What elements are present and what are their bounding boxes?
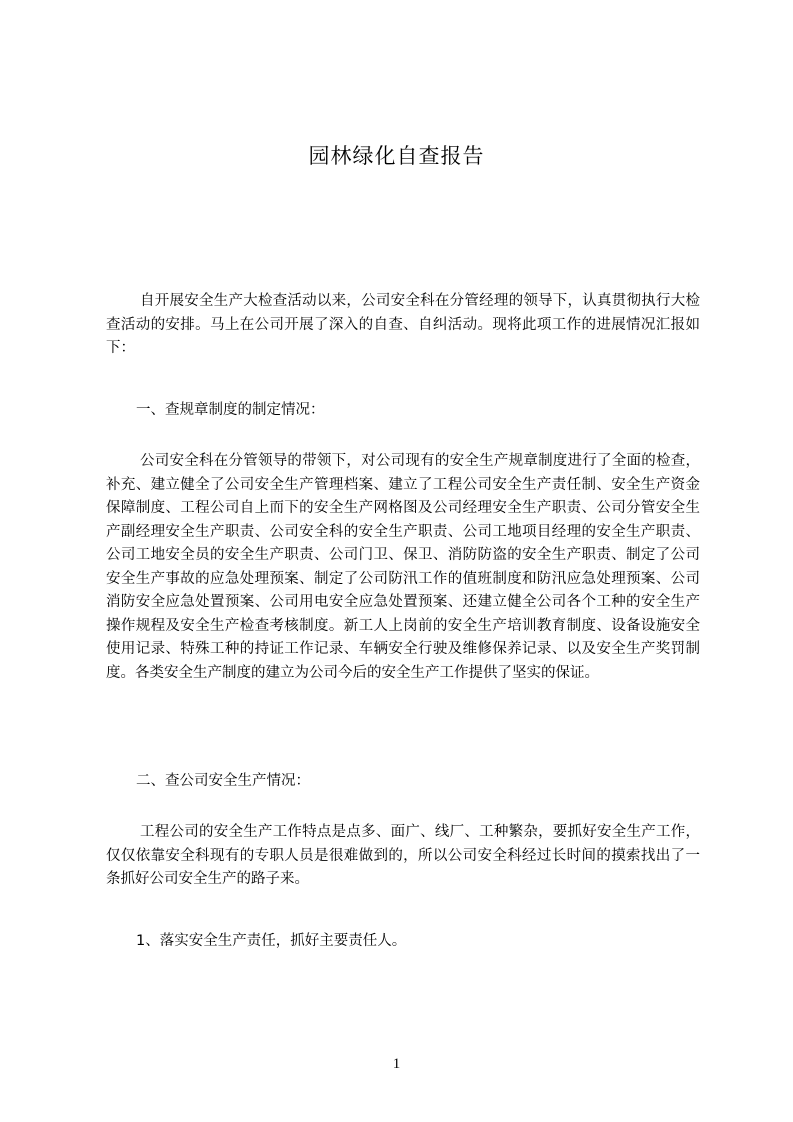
paragraph-regulations: 公司安全科在分管领导的带领下，对公司现有的安全生产规章制度进行了全面的检查，补充、建立健全了公司安全生产管理档案、建立了工程公司安全生产责任制、安全生产资金保障制度、工程公司自上而下的安全生产网格图及公司经理安全生产职责、公司分管安全生产副经理安全生产职责、公司安全科的安全生产职责、公司工地项目经理的安全生产职责、公司工地安全员的安全生产职责、公司门卫、保卫、消防防盗的安全生产职责、制定了公司安全生产事故的应急处理预案、制定了公司防汛工作的值班制度和防汛应急处理预案、公司消防安全应急处置预案、公司用电安全应急处置预案、还建立健全公司各个工种的安全生产操作规程及安全生产检查考核制度。新工人上岗前的安全生产培训教育制度、设备设施安全使用记录、特殊工种的持证工作记录、车辆安全行驶及维修保养记录、以及安全生产奖罚制度。各类安全生产制度的建立为公司今后的安全生产工作提供了坚实的保证。: [106, 453, 700, 681]
document-title: 园林绿化自查报告: [308, 144, 485, 168]
paragraph-intro: 自开展安全生产大检查活动以来，公司安全科在分管经理的领导下，认真贯彻执行大检查活动的安排。马上在公司开展了深入的自查、自纠活动。现将此项工作的进展情况汇报如下：: [106, 293, 700, 356]
section-heading-safety-production: 二、查公司安全生产情况：: [136, 773, 310, 789]
paragraph-safety-production: 工程公司的安全生产工作特点是点多、面广、线厂、工种繁杂，要抓好安全生产工作，仅仅依靠安全科现有的专职人员是很难做到的，所以公司安全科经过长时间的摸索找出了一条抓好公司安全生产的路子来。: [106, 824, 700, 887]
subsection-heading-responsibility: 1、落实安全生产责任，抓好主要责任人。: [136, 933, 407, 949]
page-number: 1: [392, 1056, 401, 1072]
section-heading-regulations: 一、查规章制度的制定情况：: [136, 402, 325, 418]
